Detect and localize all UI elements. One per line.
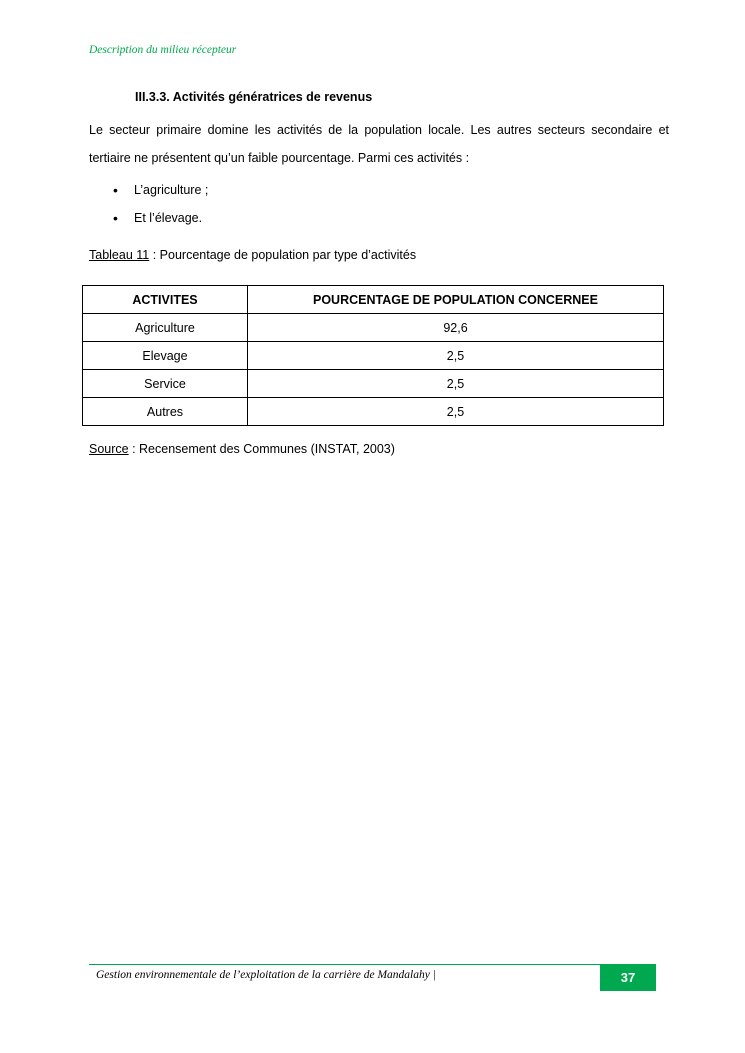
source-note <box>89 442 395 456</box>
bullet-icon: • <box>113 210 118 226</box>
footer-title: Gestion environnementale de l’exploitation de la carrière de Mandalahy | <box>96 969 436 981</box>
percentage-cell: 92,6 <box>248 314 664 342</box>
activities-bullet-list <box>89 180 208 236</box>
column-header-percentage: POURCENTAGE DE POPULATION CONCERNEE <box>248 286 664 314</box>
section-heading: III.3.3. Activités génératrices de revenus <box>135 90 373 104</box>
table-header-row <box>83 286 664 314</box>
list-item <box>89 180 208 208</box>
bullet-icon: • <box>113 182 118 198</box>
list-item-text: Et l’élevage. <box>134 211 203 225</box>
table-caption-text: : Pourcentage de population par type d’activités <box>149 248 417 262</box>
list-item-text: L’agriculture ; <box>134 183 209 197</box>
table-row <box>83 342 664 370</box>
percentage-cell: 2,5 <box>248 342 664 370</box>
source-text: : Recensement des Communes (INSTAT, 2003) <box>128 442 395 456</box>
table-caption <box>89 248 416 262</box>
source-label: Source <box>89 442 129 456</box>
table-row <box>83 370 664 398</box>
footer-divider <box>89 964 600 965</box>
activity-cell: Autres <box>83 398 248 426</box>
table-row <box>83 314 664 342</box>
percentage-cell: 2,5 <box>248 398 664 426</box>
running-header-title: Description du milieu récepteur <box>89 44 237 56</box>
activity-cell: Elevage <box>83 342 248 370</box>
percentage-cell: 2,5 <box>248 370 664 398</box>
activity-cell: Agriculture <box>83 314 248 342</box>
intro-paragraph: Le secteur primaire domine les activités de la population locale. Les autres secteurs secondaire et tertiaire ne présentent qu’un faible pourcentage. Parmi ces activités : <box>89 123 669 165</box>
activities-table <box>82 285 664 426</box>
activity-cell: Service <box>83 370 248 398</box>
table-caption-label: Tableau 11 <box>89 248 150 262</box>
column-header-activities: ACTIVITES <box>83 286 248 314</box>
page-number-badge: 37 <box>600 964 656 991</box>
table-row <box>83 398 664 426</box>
list-item <box>89 208 208 236</box>
